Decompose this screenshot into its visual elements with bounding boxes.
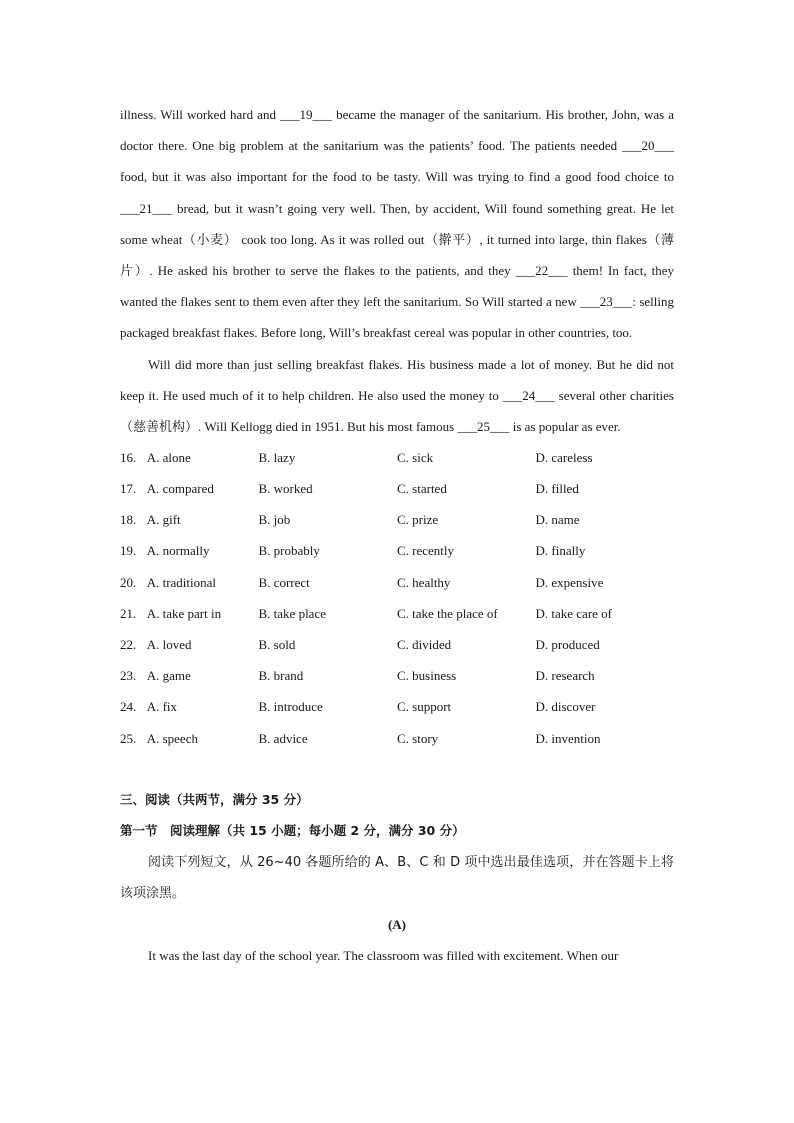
- question-number: 24.: [120, 699, 137, 715]
- option-a: A. take part in: [146, 605, 222, 621]
- option-b: B. sold: [258, 636, 296, 652]
- question-row: [120, 505, 674, 536]
- option-d: D. research: [535, 668, 595, 684]
- option-a: A. loved: [146, 636, 192, 652]
- section-spacer: [120, 754, 674, 784]
- option-a: A. traditional: [146, 574, 217, 590]
- option-c: C. business: [397, 668, 457, 684]
- option-d: D. invention: [535, 730, 601, 746]
- question-number: 22.: [120, 636, 137, 652]
- option-b: B. take place: [258, 605, 326, 621]
- option-b: B. lazy: [258, 449, 296, 465]
- option-d: D. filled: [535, 481, 579, 497]
- question-number: 23.: [120, 668, 137, 684]
- passage-first-line: It was the last day of the school year. The classroom was filled with excitement. When our: [148, 948, 619, 964]
- option-a: A. normally: [146, 543, 210, 559]
- question-row: [120, 567, 674, 598]
- cloze-paragraph-1: illness. Will worked hard and ___19___ became the manager of the sanitarium. His brother, John, was a doctor there. One big problem at the sanitarium was the patients’ food. The patients needed ___20___ food, but it was also important for the food to be tasty. Will was trying to find a good food choice to ___21___ bread, but it wasn’t going very well. Then, by accident, Will found something great. He let some wheat（小麦） cook too long. As it was rolled out（擀平）, it turned into large, thin flakes（薄片）. He asked his brother to serve the flakes to the patients, and they ___22___ them! In fact, they wanted the flakes sent to them even after they left the sanitarium. So Will started a new ___23___: selling packaged breakfast flakes. Before long, Will’s breakfast cereal was popular in other countries, too.: [120, 107, 674, 341]
- exam-page: [120, 99, 674, 971]
- option-d: D. discover: [535, 699, 596, 715]
- question-row: [120, 692, 674, 723]
- question-row: [120, 661, 674, 692]
- passage-label: (A): [387, 916, 407, 932]
- option-d: D. name: [535, 512, 580, 528]
- question-row: [120, 598, 674, 629]
- option-a: A. alone: [146, 449, 191, 465]
- option-c: C. recently: [397, 543, 455, 559]
- question-number: 17.: [120, 481, 137, 497]
- option-d: D. expensive: [535, 574, 604, 590]
- option-c: C. prize: [397, 512, 439, 528]
- question-number: 25.: [120, 730, 137, 746]
- option-b: B. probably: [258, 543, 320, 559]
- question-row: [120, 629, 674, 660]
- option-a: A. speech: [146, 730, 198, 746]
- option-d: D. careless: [535, 449, 593, 465]
- option-a: A. gift: [146, 512, 181, 528]
- option-b: B. job: [258, 512, 291, 528]
- question-number: 20.: [120, 574, 137, 590]
- option-c: C. started: [397, 481, 447, 497]
- question-number: 19.: [120, 543, 137, 559]
- option-b: B. introduce: [258, 699, 323, 715]
- option-b: B. worked: [258, 481, 313, 497]
- option-d: D. produced: [535, 636, 600, 652]
- section-title: 三、阅读（共两节，满分 35 分）: [120, 792, 309, 808]
- option-c: C. healthy: [397, 574, 451, 590]
- option-b: B. brand: [258, 668, 304, 684]
- question-row: [120, 723, 674, 754]
- option-c: C. take the place of: [397, 605, 498, 621]
- question-row: [120, 473, 674, 504]
- option-b: B. correct: [258, 574, 310, 590]
- option-a: A. game: [146, 668, 191, 684]
- option-d: D. take care of: [535, 605, 613, 621]
- question-number: 18.: [120, 512, 137, 528]
- question-options-list: [120, 442, 674, 754]
- option-c: C. story: [397, 730, 439, 746]
- option-a: A. compared: [146, 481, 214, 497]
- option-d: D. finally: [535, 543, 586, 559]
- option-b: B. advice: [258, 730, 308, 746]
- option-a: A. fix: [146, 699, 178, 715]
- question-row: [120, 536, 674, 567]
- option-c: C. support: [397, 699, 452, 715]
- cloze-paragraph-2: Will did more than just selling breakfast flakes. His business made a lot of money. But he did not keep it. He used much of it to help children. He also used the money to ___24___ several other charities（慈善机构）. Will Kellogg died in 1951. But his most famous ___25___ is as popular as ever.: [120, 356, 674, 435]
- question-number: 16.: [120, 449, 137, 465]
- option-c: C. sick: [397, 449, 434, 465]
- option-c: C. divided: [397, 636, 452, 652]
- question-row: [120, 442, 674, 473]
- question-number: 21.: [120, 605, 137, 621]
- part-title: 第一节 阅读理解（共 15 小题；每小题 2 分，满分 30 分）: [120, 823, 465, 839]
- reading-instruction: 阅读下列短文，从 26~40 各题所给的 A、B、C 和 D 项中选出最佳选项，并在答题卡上将该项涂黑。: [120, 854, 674, 901]
